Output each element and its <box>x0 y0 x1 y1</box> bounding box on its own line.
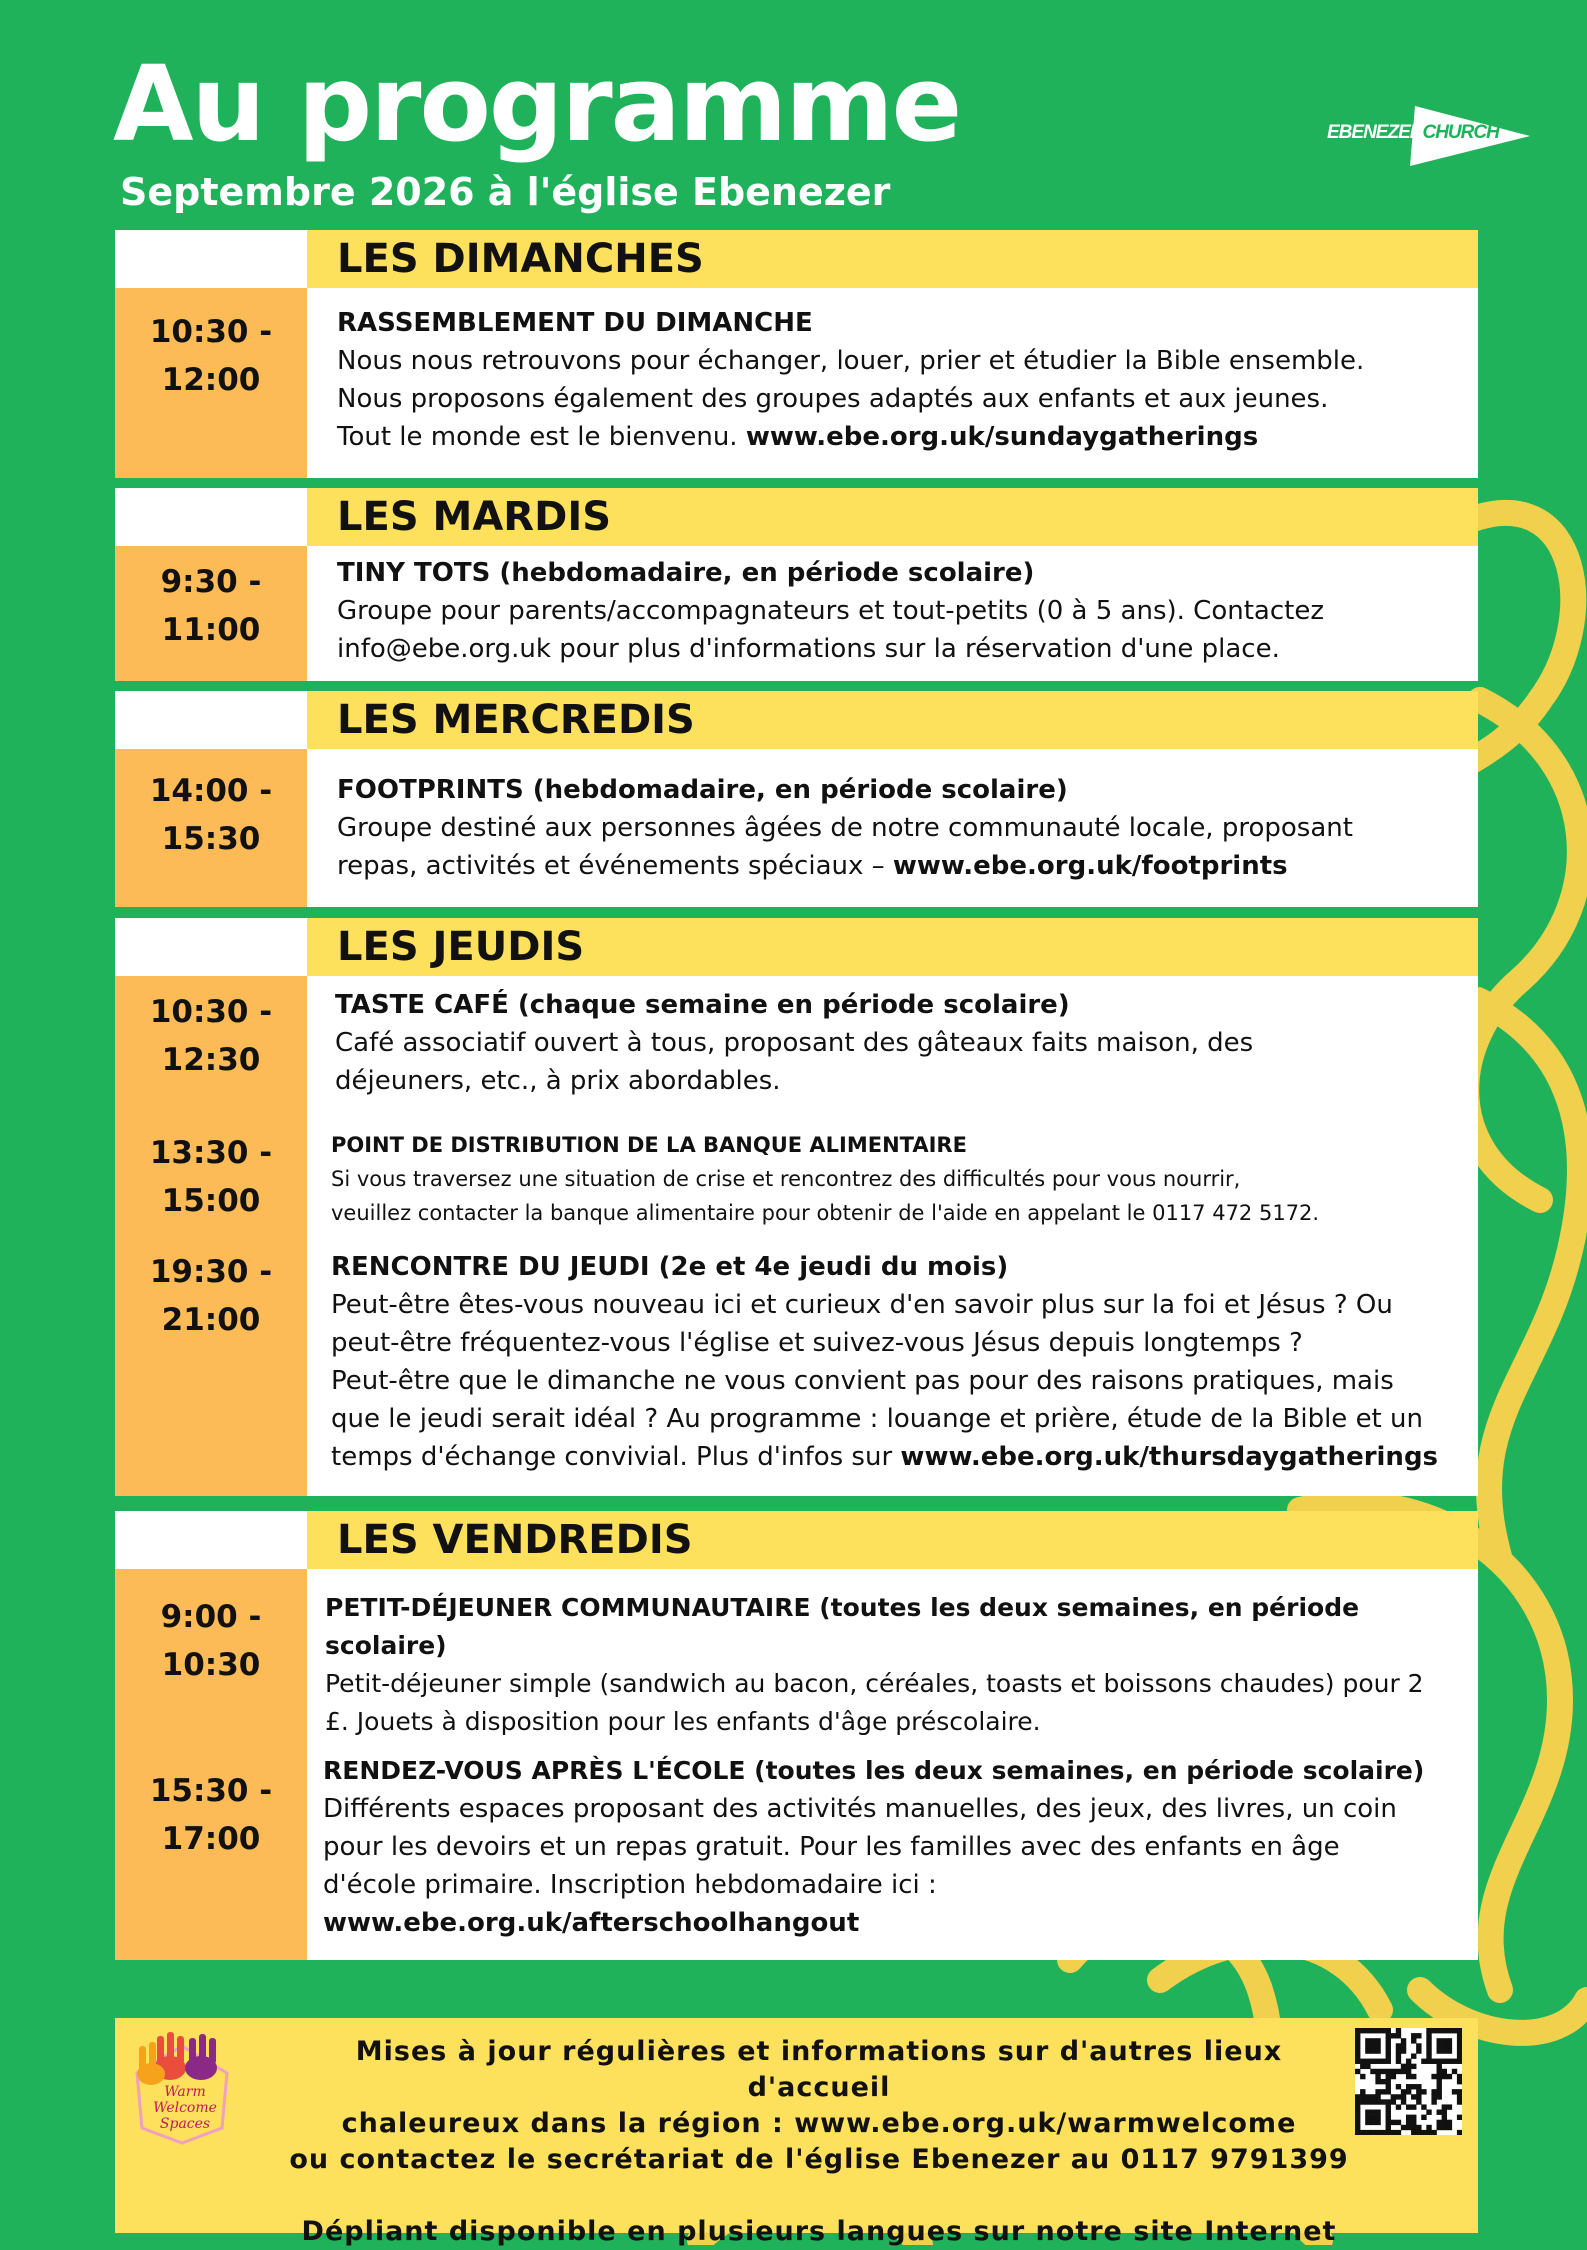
event-title: FOOTPRINTS (hebdomadaire, en période scolaire) <box>337 775 1068 805</box>
footprints-link[interactable]: www.ebe.org.uk/footprints <box>892 851 1288 881</box>
day-title: LES VENDREDIS <box>307 1511 1478 1569</box>
footer-text: Mises à jour régulières et informations sur d'autres lieux d'accueil chaleureux dans la région : www.ebe.org.uk/warmwelcome ou contactez le secrétariat de l'église Ebenezer au 0117 9791399 Dépliant disponible en plusieurs langues sur notre site Internet <box>289 2036 1349 2247</box>
event-title: RASSEMBLEMENT DU DIMANCHE <box>337 308 813 338</box>
section-thursdays <box>115 918 1478 1496</box>
section-header <box>115 488 1478 546</box>
event-title: PETIT-DÉJEUNER COMMUNAUTAIRE (toutes les deux semaines, en période scolaire) <box>325 1593 1360 1660</box>
event-time: 15:30 - 17:00 <box>149 1773 273 1857</box>
section-header <box>115 230 1478 288</box>
event-food-bank: POINT DE DISTRIBUTION DE LA BANQUE ALIMENTAIRE Si vous traversez une situation de crise et rencontrez des difficultés pour vous nourrir, veuillez contacter la banque alimentaire pour obtenir de l'aide en appelant le 0117 472 5172. <box>331 1128 1468 1230</box>
after-school-link[interactable]: www.ebe.org.uk/afterschoolhangout <box>323 1908 860 1938</box>
section-header <box>115 918 1478 976</box>
logo-text <box>1327 122 1499 144</box>
section-wednesdays <box>115 691 1478 907</box>
time-column <box>115 1569 307 1960</box>
event-time: 10:30 - 12:00 <box>149 314 273 398</box>
day-title: LES MARDIS <box>307 488 1478 546</box>
event-time: 9:00 - 10:30 <box>160 1599 262 1683</box>
event-time: 10:30 - 12:30 <box>149 994 273 1078</box>
warm-welcome-badge: Warm Welcome Spaces <box>127 2028 237 2148</box>
logo-church: CHURCH <box>1422 122 1499 143</box>
thursday-gatherings-link[interactable]: www.ebe.org.uk/thursdaygatherings <box>900 1442 1439 1472</box>
qr-code-icon[interactable] <box>1355 2028 1462 2135</box>
time-column <box>115 749 307 907</box>
event-time: 19:30 - 21:00 <box>149 1254 273 1338</box>
event-tiny-tots: TINY TOTS (hebdomadaire, en période scolaire) Groupe pour parents/accompagnateurs et tout-petits (0 à 5 ans). Contactez info@ebe.org.uk pour plus d'informations sur la réservation d'une place. <box>337 554 1468 668</box>
event-after-school: RENDEZ-VOUS APRÈS L'ÉCOLE (toutes les deux semaines, en période scolaire) Différents espaces proposant des activités manuelles, des jeux, des livres, un coin pour les devoirs et un repas gratuit. Pour les familles avec des enfants en âge d'école primaire. Inscription hebdomadaire ici : www.ebe.org.uk/afterschoolhangout <box>323 1752 1472 1942</box>
page-title: Au programme <box>113 43 961 165</box>
section-header <box>115 691 1478 749</box>
event-time: 14:00 - 15:30 <box>149 773 273 857</box>
event-sunday-gathering: RASSEMBLEMENT DU DIMANCHE Nous nous retrouvons pour échanger, louer, prier et étudier la Bible ensemble. Nous proposons également des groupes adaptés aux enfants et aux jeunes. Tout le monde est le bienvenu. www.ebe.org.uk/sundaygatherings <box>337 304 1468 456</box>
footer-banner <box>115 2018 1478 2247</box>
event-community-breakfast: PETIT-DÉJEUNER COMMUNAUTAIRE (toutes les deux semaines, en période scolaire) Petit-déjeuner simple (sandwich au bacon, céréales, toasts et boissons chaudes) pour 2 £. Jouets à disposition pour les enfants d'âge préscolaire. <box>325 1589 1472 1741</box>
event-title: RENCONTRE DU JEUDI (2e et 4e jeudi du mois) <box>331 1252 1009 1282</box>
sunday-gatherings-link[interactable]: www.ebe.org.uk/sundaygatherings <box>745 422 1259 452</box>
time-column <box>115 976 307 1496</box>
qr-pattern <box>1355 2028 1462 2135</box>
event-title: TINY TOTS (hebdomadaire, en période scolaire) <box>337 558 1035 588</box>
logo-ebenezer: EBENEZER <box>1327 122 1423 143</box>
time-column <box>115 288 307 478</box>
church-logo <box>1325 92 1530 170</box>
section-header <box>115 1511 1478 1569</box>
event-thursday-gathering: RENCONTRE DU JEUDI (2e et 4e jeudi du mois) Peut-être êtes-vous nouveau ici et curieux d'en savoir plus sur la foi et Jésus ? Ou peut-être fréquentez-vous l'église et suivez-vous Jésus depuis longtemps ? Peut-être que le dimanche ne vous convient pas pour des raisons pratiques, mais que le jeudi serait idéal ? Au programme : louange et prière, étude de la Bible et un temps d'échange convivial. Plus d'infos sur www.ebe.org.uk/thursdaygatherings <box>331 1248 1468 1476</box>
day-title: LES MERCREDIS <box>307 691 1478 749</box>
event-footprints: FOOTPRINTS (hebdomadaire, en période scolaire) Groupe destiné aux personnes âgées de notre communauté locale, proposant repas, activités et événements spéciaux – www.ebe.org.uk/footprints <box>337 771 1468 885</box>
section-fridays <box>115 1511 1478 1960</box>
event-title: RENDEZ-VOUS APRÈS L'ÉCOLE (toutes les deux semaines, en période scolaire) <box>323 1756 1425 1785</box>
event-title: POINT DE DISTRIBUTION DE LA BANQUE ALIMENTAIRE <box>331 1133 967 1157</box>
page-subtitle: Septembre 2026 à l'église Ebenezer <box>120 170 891 214</box>
event-taste-cafe: TASTE CAFÉ (chaque semaine en période scolaire) Café associatif ouvert à tous, proposant des gâteaux faits maison, des déjeuners, etc., à prix abordables. <box>335 986 1468 1100</box>
day-title: LES JEUDIS <box>307 918 1478 976</box>
section-tuesdays <box>115 488 1478 681</box>
event-time: 9:30 - 11:00 <box>160 564 262 648</box>
day-title: LES DIMANCHES <box>307 230 1478 288</box>
section-sundays <box>115 230 1478 478</box>
time-column <box>115 546 307 681</box>
event-time: 13:30 - 15:00 <box>149 1135 273 1219</box>
event-title: TASTE CAFÉ (chaque semaine en période scolaire) <box>335 990 1070 1020</box>
